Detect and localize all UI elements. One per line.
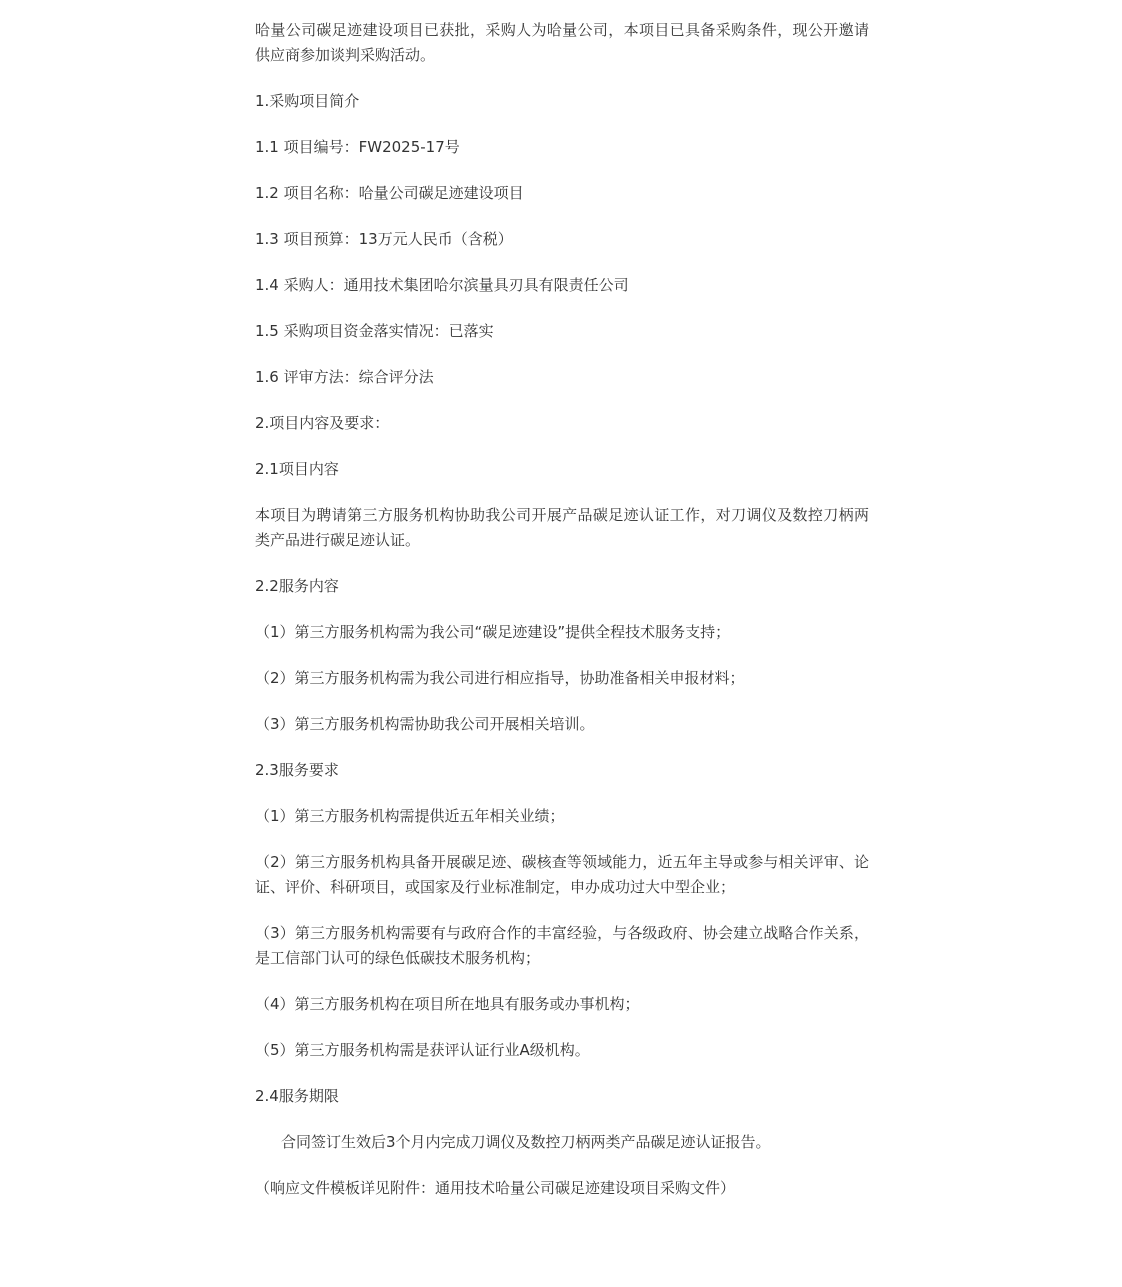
subheading-service-content: 2.2服务内容 (255, 577, 339, 595)
service-content-item: （3）第三方服务机构需协助我公司开展相关培训。 (255, 715, 595, 733)
service-requirement-item: （3）第三方服务机构需要有与政府合作的丰富经验，与各级政府、协会建立战略合作关系，是工信部门认可的绿色低碳技术服务机构； (255, 924, 869, 967)
funding-status: 1.5 采购项目资金落实情况：已落实 (255, 322, 494, 340)
purchaser: 1.4 采购人：通用技术集团哈尔滨量具刃具有限责任公司 (255, 276, 629, 294)
section-heading-project-overview: 1.采购项目简介 (255, 92, 360, 110)
subheading-project-content: 2.1项目内容 (255, 460, 339, 478)
section-heading-content-requirements: 2.项目内容及要求： (255, 414, 390, 432)
service-term-text: 合同签订生效后3个月内完成刀调仪及数控刀柄两类产品碳足迹认证报告。 (281, 1133, 771, 1151)
intro-paragraph: 哈量公司碳足迹建设项目已获批，采购人为哈量公司，本项目已具备采购条件，现公开邀请供应商参加谈判采购活动。 (255, 21, 869, 64)
subheading-service-requirements: 2.3服务要求 (255, 761, 339, 779)
project-name: 1.2 项目名称：哈量公司碳足迹建设项目 (255, 184, 524, 202)
service-content-item: （2）第三方服务机构需为我公司进行相应指导，协助准备相关申报材料； (255, 669, 745, 687)
service-requirement-item: （5）第三方服务机构需是获评认证行业A级机构。 (255, 1041, 590, 1059)
procurement-announcement (255, 18, 869, 1222)
project-content-text: 本项目为聘请第三方服务机构协助我公司开展产品碳足迹认证工作，对刀调仪及数控刀柄两类产品进行碳足迹认证。 (255, 506, 869, 549)
service-content-item: （1）第三方服务机构需为我公司“碳足迹建设”提供全程技术服务支持； (255, 623, 731, 641)
service-requirement-item: （2）第三方服务机构具备开展碳足迹、碳核查等领域能力，近五年主导或参与相关评审、论证、评价、科研项目，或国家及行业标准制定，申办成功过大中型企业； (255, 853, 869, 896)
attachment-note: （响应文件模板详见附件：通用技术哈量公司碳足迹建设项目采购文件） (255, 1179, 736, 1197)
project-number: 1.1 项目编号：FW2025-17号 (255, 138, 460, 156)
subheading-service-term: 2.4服务期限 (255, 1087, 339, 1105)
evaluation-method: 1.6 评审方法：综合评分法 (255, 368, 434, 386)
service-requirement-item: （1）第三方服务机构需提供近五年相关业绩； (255, 807, 565, 825)
project-budget: 1.3 项目预算：13万元人民币（含税） (255, 230, 513, 248)
service-requirement-item: （4）第三方服务机构在项目所在地具有服务或办事机构； (255, 995, 640, 1013)
